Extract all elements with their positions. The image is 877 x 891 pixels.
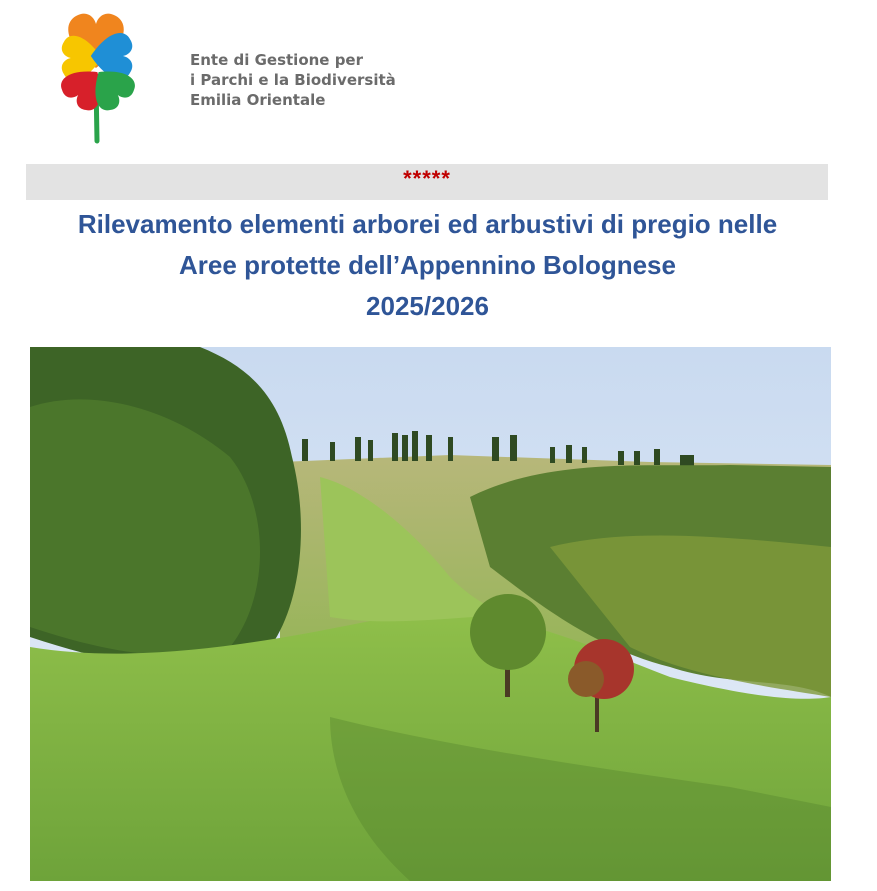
separator-stars: ***** [403,166,451,191]
organization-name [190,50,396,110]
title-line-1: Rilevamento elementi arborei ed arbustivi di pregio nelle [77,209,778,239]
org-name-line-1: Ente di Gestione per [190,51,364,69]
title-line-2: Aree protette dell’Appennino Bolognese [179,250,676,280]
landscape-photo [30,347,831,881]
org-name-line-3: Emilia Orientale [190,91,326,109]
park-logo-icon [30,4,166,144]
separator-bar [26,164,828,200]
title-line-3: 2025/2026 [366,291,489,321]
document-title [20,204,835,327]
org-name-line-2: i Parchi e la Biodiversità [190,71,396,89]
